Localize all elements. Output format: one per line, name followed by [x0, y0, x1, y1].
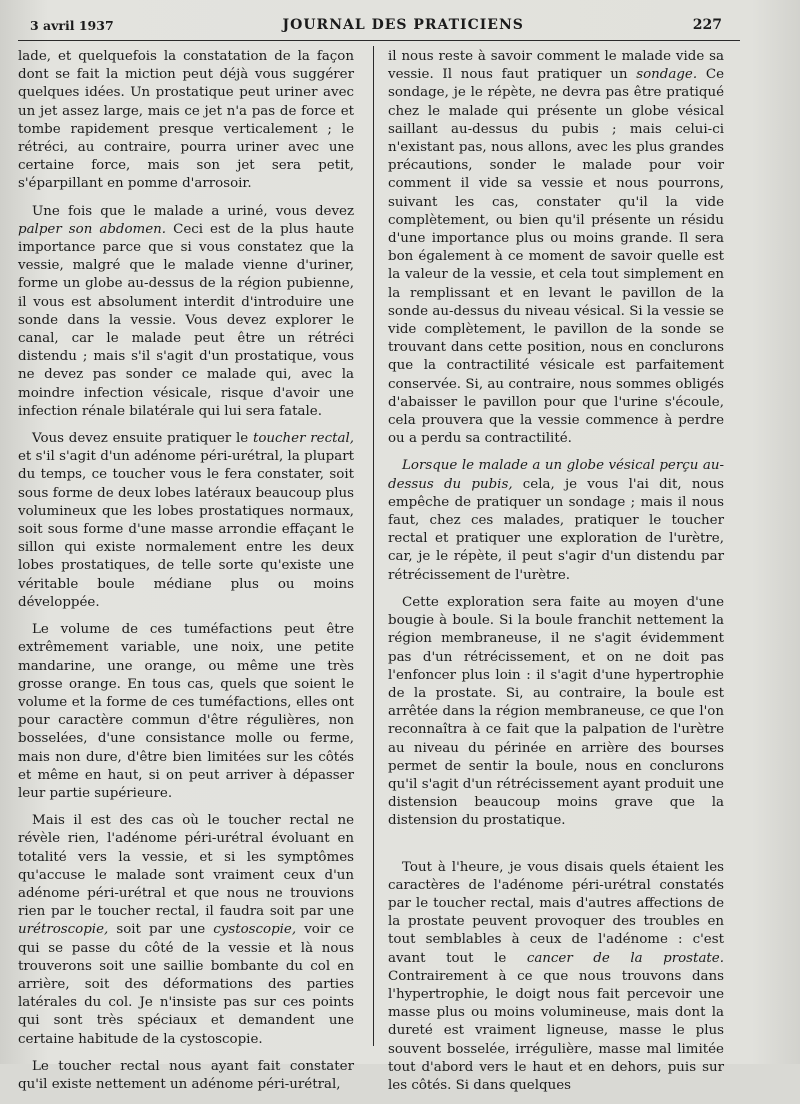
text-run: Le volume de ces tuméfactions peut être extrêmement variable, une noix, une petite mandarine, une orange, ou même une très grosse orange. En tous cas, quels que soient le volume et la forme de ces tuméfactions, elles ont pour caractère commun d'être régulières, non bosselées, d'une consistance molle ou ferme, mais non dure, d'être bien limitées sur les côtés et même en haut, si on peut arriver à dépasser leur partie supérieure.: [18, 622, 354, 801]
text-run: soit par une: [108, 922, 214, 938]
text-run: Vous devez ensuite pratiquer le: [32, 431, 253, 447]
italic-run: toucher rectal,: [252, 431, 354, 447]
italic-run: urétroscopie,: [18, 922, 109, 938]
text-run: Tout à l'heure, je vous disais quels étaient les caractères de l'adénome péri-urétral constatés par le toucher rectal, mais d'autres affections de la prostate peuvent provoquer des troubles en tout semblables à ceux de l'adénome : c'est avant tout le: [388, 859, 724, 966]
italic-run: Lorsque le malade a un globe vésical perçu au-dessus du pubis,: [388, 458, 724, 492]
text-run: cela, je vous l'ai dit, nous empêche de pratiquer un sondage ; mais il nous faut, chez ces malades, pratiquer le toucher rectal et pratiquer une exploration de l'urètre, car, je le répète, il peut s'agir d'un distendu par rétrécissement de l'urètre.: [388, 476, 725, 583]
paragraph-p3: [18, 430, 354, 612]
paragraph-p7: [388, 48, 724, 448]
text-run: Mais il est des cas où le toucher rectal ne révèle rien, l'adénome péri-urétral évoluant en totalité vers la vessie, et si les symptômes qu'accuse le malade sont vraiment ceux d'un adénome péri-urétral et que nous ne trouvions rien par le toucher rectal, il faudra soit par une: [18, 813, 354, 920]
italic-run: cystoscopie,: [213, 922, 297, 938]
left-column: [18, 48, 354, 1103]
header-date: 3 avril 1937: [30, 17, 114, 33]
paragraph-p1: [18, 48, 354, 194]
running-header: [30, 14, 722, 36]
text-run: Ce sondage, je le répète, ne devra pas être pratiqué chez le malade qui présente un globe vésical saillant au-dessus du pubis ; mais celui-ci n'existant pas, nous allons, avec les plus grandes précautions, sonder le malade pour voir comment il vide sa vessie et nous pourrons, suivant les cas, constater qu'il la vide complètement, ou bien qu'il présente un résidu d'une importance plus ou moins grande. Il sera bon également à ce moment de savoir quelle est la valeur de la vessie, et cela tout simplement en la remplissant et en levant le pavillon de la sonde au-dessus du niveau vésical. Si la vessie se vide complètement, le pavillon de la sonde se trouvant dans cette position, nous en conclurons que la contractilité vésicale est parfaitement conservée. Si, au contraire, nous sommes obligés d'abaisser le pavillon pour que l'urine s'écoule, cela prouvera que la vessie commence à perdre ou a perdu sa contractilité.: [388, 67, 725, 447]
journal-title: JOURNAL DES PRATICIENS: [282, 17, 524, 33]
paragraph-p10: [388, 859, 724, 1096]
italic-run: palper son abdomen.: [18, 221, 167, 237]
paragraph-p9: [388, 594, 724, 831]
text-run: il nous reste à savoir comment le malade vide sa vessie. Il nous faut pratiquer un: [388, 49, 724, 83]
page-number: 227: [692, 17, 722, 33]
text-run: Ceci est de la plus haute importance parce que si vous constatez que la vessie, malgré que le malade vienne d'uriner, forme un globe au-dessus de la région pubienne, il vous est absolument interdit d'introduire une sonde dans la vessie. Vous devez explorer le canal, car le malade peut être un rétréci distendu ; mais s'il s'agit d'un prostatique, vous ne devez pas sonder ce malade qui, avec la moindre infection vésicale, risque d'avoir une infection rénale bilatérale qui lui sera fatale.: [18, 221, 354, 419]
paragraph-p5: [18, 812, 354, 1049]
paragraph-p6: [18, 1058, 354, 1094]
text-run: Une fois que le malade a uriné, vous devez: [32, 203, 354, 219]
text-run: et s'il s'agit d'un adénome péri-urétral, la plupart du temps, ce toucher vous le fera constater, soit sous forme de deux lobes latéraux beaucoup plus volumineux que les lobes prostatiques normaux, soit sous forme d'une masse arrondie effaçant le sillon qui existe normalement entre les deux lobes prostatiques, de telle sorte qu'existe une véritable boule médiane plus ou moins développée.: [18, 449, 354, 610]
paragraph-p4: [18, 621, 354, 803]
text-run: voir ce qui se passe du côté de la vessie et là nous trouverons soit une saillie bombante du col en arrière, soit des déformations des parties latérales du col. Je n'insiste pas sur ces points qui sont très spéciaux et demandent une certaine habitude de la cystoscopie.: [18, 922, 354, 1047]
paragraph-p2: [18, 203, 354, 421]
paragraph-p8: [388, 457, 724, 584]
text-run: Cette exploration sera faite au moyen d'une bougie à boule. Si la boule franchit nettement la région membraneuse, il ne s'agit évidemment pas d'un rétrécissement, et on ne doit pas l'enfoncer plus loin : il s'agit d'une hypertrophie de la prostate. Si, au contraire, la boule est arrêtée dans la région membraneuse, ce que l'on reconnaîtra à ce fait que la palpation de l'urètre au niveau du périnée en arrière des bourses permet de sentir la boule, nous en conclurons qu'il s'agit d'un rétrécissement ayant produit une distension beaucoup moins grave que la distension du prostatique.: [388, 594, 724, 829]
italic-run: sondage.: [636, 67, 698, 83]
column-divider: [373, 46, 374, 1046]
italic-run: cancer de la prostate.: [526, 950, 724, 966]
text-run: Contrairement à ce que nous trouvons dans l'hypertrophie, le doigt nous fait percevoir une masse plus ou moins volumineuse, mais dont la dureté est vraiment ligneuse, masse le plus souvent bosselée, irrégulière, masse mal limitée tout d'abord vers le haut et en dehors, puis sur les côtés. Si dans quelques: [388, 968, 724, 1093]
text-run: lade, et quelquefois la constatation de la façon dont se fait la miction peut déjà vous suggérer quelques idées. Un prostatique peut uriner avec un jet assez large, mais ce jet n'a pas de force et tombe rapidement presque verticalement ; le rétréci, au contraire, pourra uriner avec une certaine force, mais son jet sera petit, s'éparpillant en pomme d'arrosoir.: [18, 49, 354, 192]
header-rule: [18, 40, 740, 41]
right-column: [388, 48, 724, 1104]
text-run: Le toucher rectal nous ayant fait constater qu'il existe nettement un adénome péri-urétral,: [18, 1058, 354, 1092]
